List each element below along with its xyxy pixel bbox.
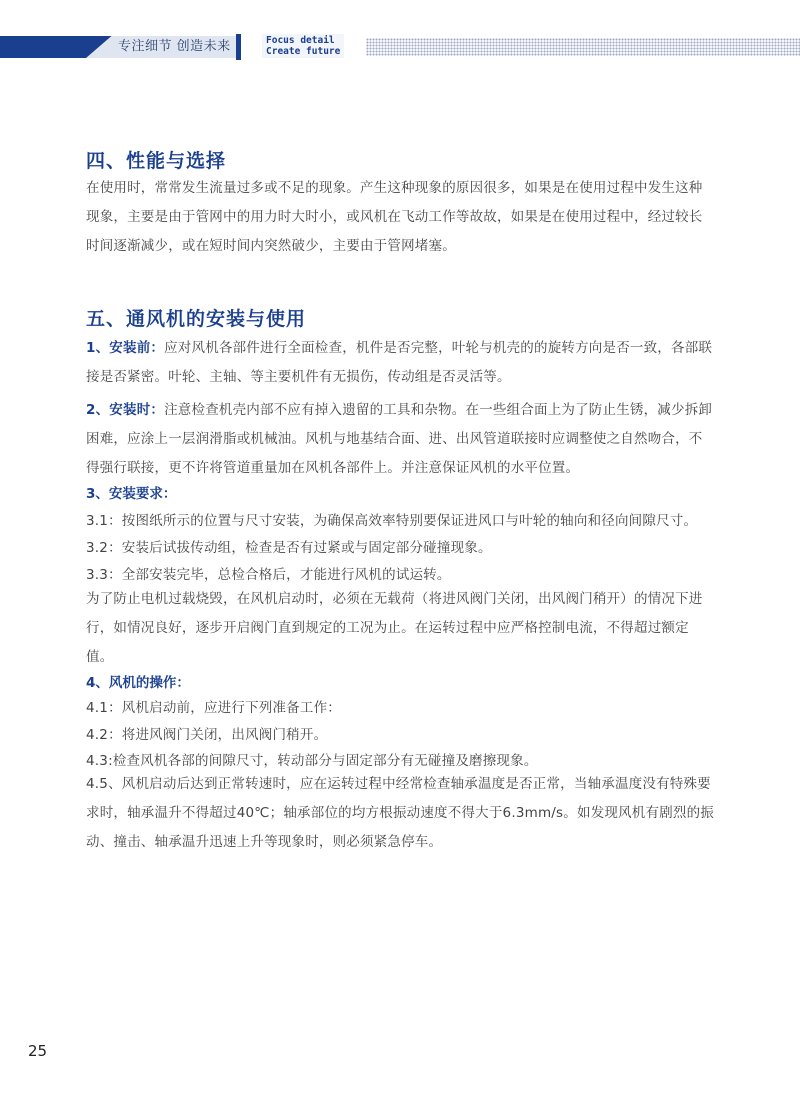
fan-operation-title: 4、风机的操作： [86,675,190,691]
install-requirement-3-1: 3.1：按图纸所示的位置与尺寸安装，为确保高效率特别要保证进风口与叶轮的轴向和径向间隙尺寸。 [86,513,698,529]
header-slogan: 专注细节 创造未来 [118,39,231,54]
install-during-text: 注意检查机壳内部不应有掉入遗留的工具和杂物。在一些组合面上为了防止生锈，减少拆卸困难，应涂上一层润滑脂或机械油。风机与地基结合面、进、出风管道联接时应调整使之自然吻合，不得强行联接，更不许将管道重量加在风机各部件上。并注意保证风机的水平位置。 [86,402,713,476]
section-5-title: 五、通风机的安装与使用 [86,308,307,330]
header-english-motto [262,34,344,58]
install-before-paragraph [86,334,716,392]
header-dot-pattern [366,38,800,56]
motor-overload-paragraph: 为了防止电机过载烧毁，在风机启动时，必须在无载荷（将进风阀门关闭，出风阀门稍开）的情况下进行，如情况良好，逐步开启阀门直到规定的工况为止。在运转过程中应严格控制电流，不得超过额定值。 [86,591,703,665]
fan-operation-4-1: 4.1：风机启动前，应进行下列准备工作： [86,700,341,716]
fan-operation-4-5: 4.5、风机启动后达到正常转速时，应在运转过程中经常检查轴承温度是否正常，当轴承温度没有特殊要求时，轴承温升不得超过40℃；轴承部位的均方根振动速度不得大于6.3mm/s。如发现风机有剧烈的振动、撞击、轴承温升迅速上升等现象时，则必须紧急停车。 [86,776,714,850]
section-4-title: 四、性能与选择 [86,150,227,172]
install-requirement-3-3: 3.3：全部安装完毕，总检合格后，才能进行风机的试运转。 [86,567,451,583]
header-divider-bar [236,34,241,60]
install-during-paragraph [86,396,716,483]
section-4-paragraph: 在使用时，常常发生流量过多或不足的现象。产生这种现象的原因很多，如果是在使用过程中发生这种现象，主要是由于管网中的用力时大时小，或风机在飞动工作等故故，如果是在使用过程中，经过较长时间逐渐减少，或在短时间内突然破少，主要由于管网堵塞。 [86,180,703,254]
header-english-line-2: Create future [266,46,341,57]
install-before-text: 应对风机各部件进行全面检查，机件是否完整，叶轮与机壳的的旋转方向是否一致，各部联接是否紧密。叶轮、主轴、等主要机件有无损伤，传动组是否灵活等。 [86,340,713,385]
install-requirement-3-2: 3.2：安装后试拔传动组，检查是否有过紧或与固定部分碰撞现象。 [86,540,492,556]
page-number: 25 [28,1042,48,1060]
install-during-label: 2、安装时： [86,402,165,418]
page-header [0,32,800,60]
install-requirements-title: 3、安装要求： [86,486,177,502]
header-english-line-1: Focus detail [266,35,335,46]
fan-operation-4-2: 4.2：将进风阀门关闭，出风阀门稍开。 [86,727,328,743]
install-before-label: 1、安装前： [86,340,165,356]
fan-operation-4-3: 4.3:检查风机各部的间隙尺寸，转动部分与固定部分有无碰撞及磨擦现象。 [86,753,538,769]
